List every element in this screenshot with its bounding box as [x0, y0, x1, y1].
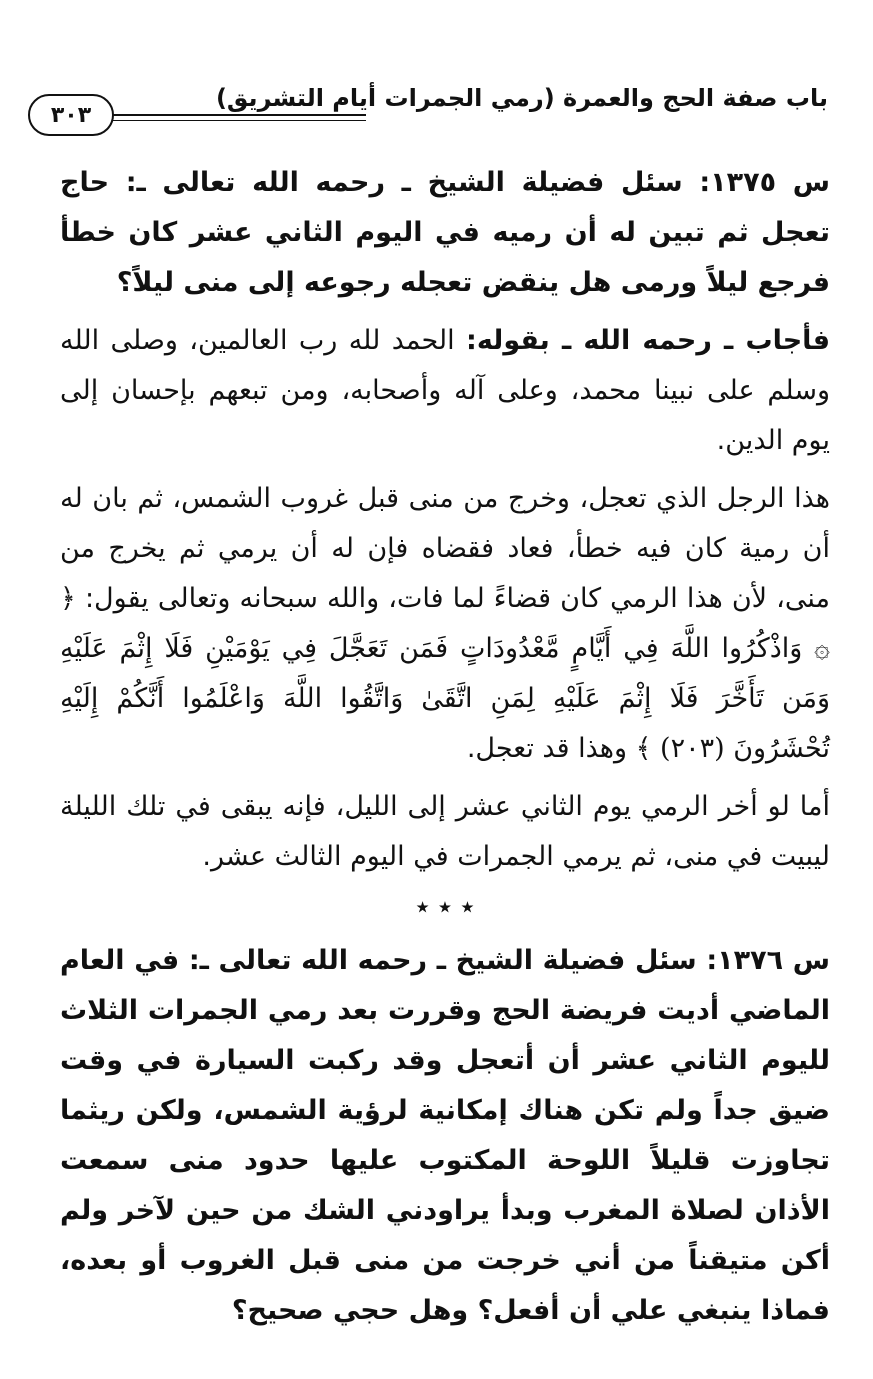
header-rule	[90, 114, 366, 116]
answer-1-intro: فأجاب ـ رحمه الله ـ بقوله:	[466, 325, 830, 356]
question-1	[60, 158, 830, 308]
question-2	[60, 936, 830, 1336]
question-2-label: س ١٣٧٦:	[706, 945, 830, 976]
answer-1-p2-end: وهذا قد تعجل.	[466, 733, 628, 764]
section-separator: ٭ ٭ ٭	[415, 892, 475, 922]
question-1-label: س ١٣٧٥:	[699, 167, 830, 198]
answer-1-paragraph-3: أما لو أخر الرمي يوم الثاني عشر إلى الليل، فإنه يبقى في تلك الليلة ليبيت في منى، ثم يرمي الجمرات في اليوم الثالث عشر.	[60, 791, 830, 872]
question-2-text: سئل فضيلة الشيخ ـ رحمه الله تعالى ـ: في العام الماضي أديت فريضة الحج وقررت بعد رمي الجمرات الثلاث لليوم الثاني عشر أن أتعجل وقد ركبت السيارة في وقت ضيق جداً ولم تكن هناك إمكانية لرؤية الشمس، ولكن ريثما تجاوزت قليلاً اللوحة المكتوب عليها حدود منى سمعت الأذان لصلاة المغرب وبدأ يراودني الشك من حين لآخر ولم أكن متيقناً من أني خرجت من منى قبل الغروب أو بعده، فماذا ينبغي علي أن أفعل؟ وهل حجي صحيح؟	[60, 945, 830, 1326]
header-rule-thin	[90, 120, 366, 121]
page-header	[18, 80, 828, 138]
answer-1-paragraph-1	[60, 316, 830, 466]
quran-verse: ﴿ ۞ وَاذْكُرُوا اللَّهَ فِي أَيَّامٍ مَّعْدُودَاتٍ فَمَن تَعَجَّلَ فِي يَوْمَيْنِ فَلَا إِثْمَ عَلَيْهِ وَمَن تَأَخَّرَ فَلَا إِثْمَ عَلَيْهِ لِمَنِ اتَّقَىٰ وَاتَّقُوا اللَّهَ وَاعْلَمُوا أَنَّكُمْ إِلَيْهِ تُحْشَرُونَ (٢٠٣) ﴾	[60, 583, 830, 764]
question-1-text: سئل فضيلة الشيخ ـ رحمه الله تعالى ـ: حاج تعجل ثم تبين له أن رميه في اليوم الثاني عشر كان خطأ فرجع ليلاً ورمى هل ينقض تعجله رجوعه إلى منى ليلاً؟	[60, 167, 830, 298]
answer-1-p1: الحمد لله رب العالمين، وصلى الله وسلم على نبينا محمد، وعلى آله وأصحابه، ومن تبعهم بإحسان إلى يوم الدين.	[60, 325, 830, 456]
answer-1-p2-start: هذا الرجل الذي تعجل، وخرج من منى قبل غروب الشمس، ثم بان له أن رمية كان فيه خطأ، فعاد فقضاه فإن له أن يرمي ثم يخرج من منى، لأن هذا الرمي كان قضاءً لما فات، والله سبحانه وتعالى يقول:	[60, 483, 830, 614]
page-body	[60, 158, 830, 1336]
chapter-title: باب صفة الحج والعمرة (رمي الجمرات أيام التشريق)	[215, 84, 828, 112]
page-number: ٣٠٣	[28, 94, 114, 136]
answer-1-paragraph-2	[60, 474, 830, 774]
